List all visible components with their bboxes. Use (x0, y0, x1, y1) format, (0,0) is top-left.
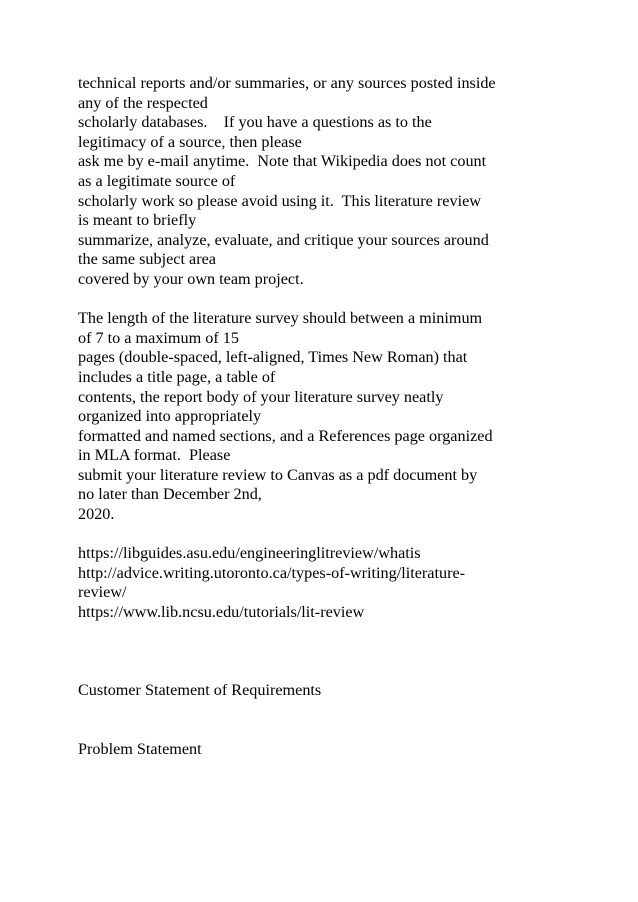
paragraph-instructions (78, 74, 618, 290)
section-heading-customer-statement: Customer Statement of Requirements (78, 681, 322, 700)
text-line: submit your literature review to Canvas as a pdf document by (78, 465, 478, 484)
blank-lines (78, 623, 618, 682)
link-utoronto-lit-review: http://advice.writing.utoronto.ca/types-of-writing/literature- (78, 563, 466, 582)
link-utoronto-lit-review-continued: review/ (78, 583, 127, 602)
text-line: summarize, analyze, evaluate, and critique your sources around (78, 230, 489, 249)
text-line: scholarly databases. If you have a questions as to the (78, 113, 432, 132)
blank-lines (78, 701, 618, 740)
document-body (78, 74, 618, 760)
text-line: scholarly work so please avoid using it. This literature review (78, 191, 481, 210)
text-line: pages (double-spaced, left-aligned, Times New Roman) that (78, 348, 468, 367)
text-line: formatted and named sections, and a References page organized (78, 426, 493, 445)
text-line: The length of the literature survey should between a minimum (78, 309, 483, 328)
blank-line (78, 525, 618, 545)
text-line: is meant to briefly (78, 211, 197, 230)
text-line: 2020. (78, 505, 115, 524)
text-line: of 7 to a maximum of 15 (78, 328, 239, 347)
text-line: covered by your own team project. (78, 269, 304, 288)
reference-links (78, 544, 618, 622)
text-line: includes a title page, a table of (78, 367, 276, 386)
section-heading-problem-statement: Problem Statement (78, 740, 202, 759)
text-line: ask me by e-mail anytime. Note that Wikipedia does not count (78, 152, 487, 171)
link-asu-lit-review: https://libguides.asu.edu/engineeringlitreview/whatis (78, 544, 421, 563)
text-line: in MLA format. Please (78, 446, 231, 465)
blank-line (78, 290, 618, 310)
text-line: the same subject area (78, 250, 216, 269)
text-line: contents, the report body of your literature survey neatly (78, 387, 444, 406)
text-line: as a legitimate source of (78, 171, 236, 190)
link-ncsu-lit-review: https://www.lib.ncsu.edu/tutorials/lit-review (78, 603, 365, 622)
paragraph-length-requirements (78, 309, 618, 525)
text-line: any of the respected (78, 93, 208, 112)
text-line: organized into appropriately (78, 407, 262, 426)
text-line: technical reports and/or summaries, or any sources posted inside (78, 74, 496, 92)
text-line: legitimacy of a source, then please (78, 132, 302, 151)
text-line: no later than December 2nd, (78, 485, 262, 504)
